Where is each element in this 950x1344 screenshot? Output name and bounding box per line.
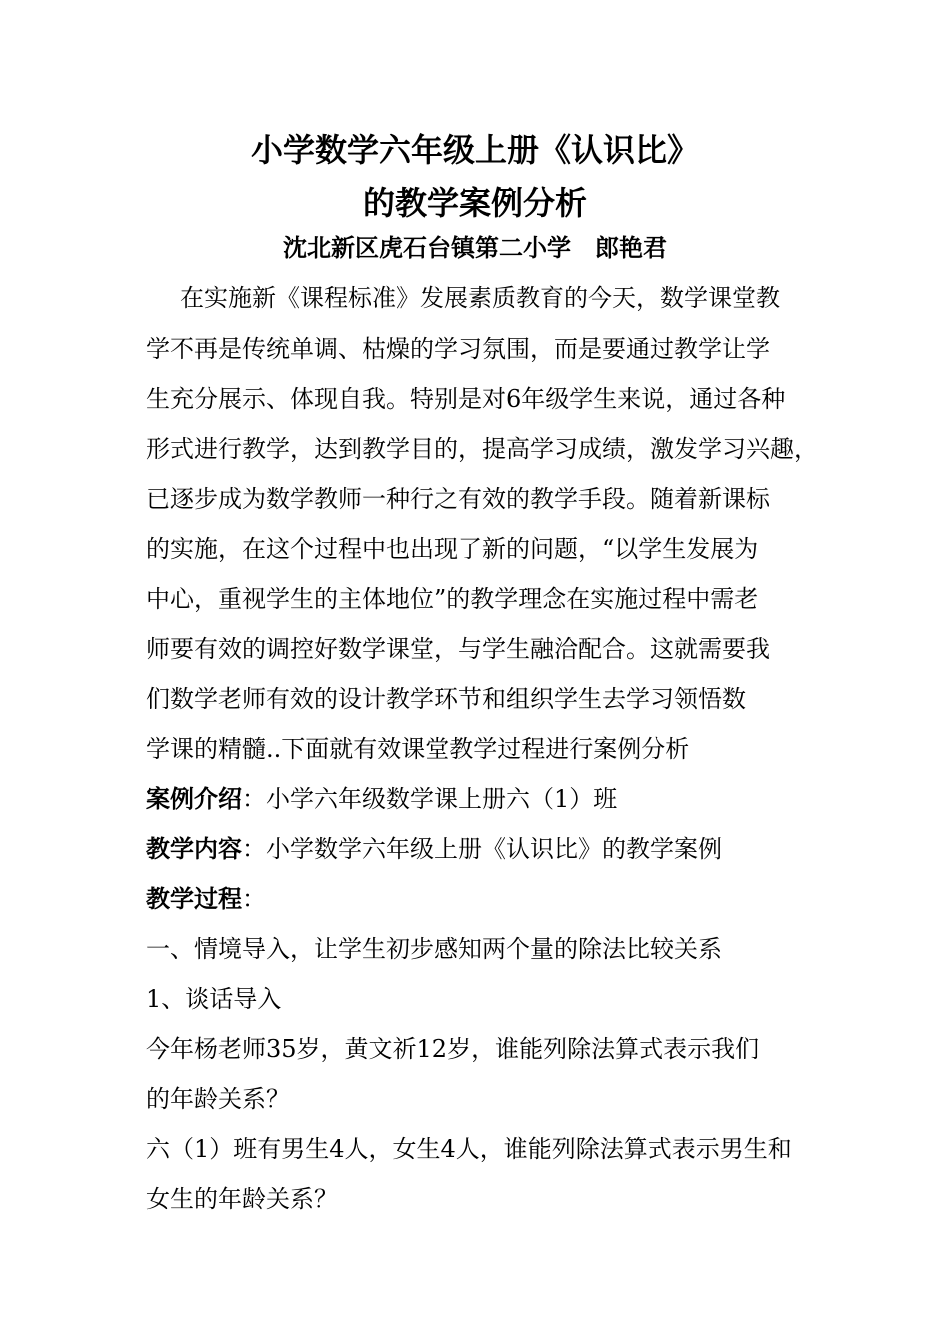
intro-paragraph-line: 们数学老师有效的设计教学环节和组织学生去学习领悟数 <box>146 685 746 713</box>
document-title-line-1: 小学数学六年级上册《认识比》 <box>250 131 699 169</box>
case-intro-line <box>146 784 617 814</box>
document-author: 沈北新区虎石台镇第二小学 郎艳君 <box>283 234 667 262</box>
document-title-line-2: 的教学案例分析 <box>362 184 587 222</box>
intro-paragraph-line: 的实施，在这个过程中也出现了新的问题，“以学生发展为 <box>146 535 759 563</box>
subsection-heading: 1、谈话导入 <box>146 985 282 1013</box>
teaching-process-colon: ： <box>242 885 266 913</box>
question-line: 女生的年龄关系？ <box>146 1185 338 1213</box>
teaching-content-label: 教学内容 <box>146 835 242 863</box>
intro-paragraph-line: 形式进行教学，达到教学目的，提高学习成绩，激发学习兴趣， <box>146 435 818 463</box>
intro-paragraph-line: 学不再是传统单调、枯燥的学习氛围，而是要通过教学让学 <box>146 335 770 363</box>
question-line: 六（1）班有男生4人，女生4人，谁能列除法算式表示男生和 <box>146 1135 792 1163</box>
intro-paragraph-line: 师要有效的调控好数学课堂，与学生融洽配合。这就需要我 <box>146 635 770 663</box>
teaching-content-line <box>146 834 722 864</box>
teaching-content-value: ：小学数学六年级上册《认识比》的教学案例 <box>242 835 722 863</box>
intro-paragraph-line: 学课的精髓..下面就有效课堂教学过程进行案例分析 <box>146 735 690 763</box>
section-heading: 一、情境导入，让学生初步感知两个量的除法比较关系 <box>146 935 722 963</box>
intro-paragraph-line: 已逐步成为数学教师一种行之有效的教学手段。随着新课标 <box>146 485 770 513</box>
intro-paragraph-line: 在实施新《课程标准》发展素质教育的今天，数学课堂教 <box>180 284 780 312</box>
teaching-process-label: 教学过程 <box>146 885 242 913</box>
teaching-process-line <box>146 884 266 914</box>
intro-paragraph-line: 中心，重视学生的主体地位”的教学理念在实施过程中需老 <box>146 585 759 613</box>
case-intro-value: ：小学六年级数学课上册六（1）班 <box>242 785 618 813</box>
question-line: 今年杨老师35岁，黄文祈12岁，谁能列除法算式表示我们 <box>146 1035 760 1063</box>
question-line: 的年龄关系？ <box>146 1085 290 1113</box>
intro-paragraph-line: 生充分展示、体现自我。特别是对6年级学生来说，通过各种 <box>146 385 786 413</box>
case-intro-label: 案例介绍 <box>146 785 242 813</box>
